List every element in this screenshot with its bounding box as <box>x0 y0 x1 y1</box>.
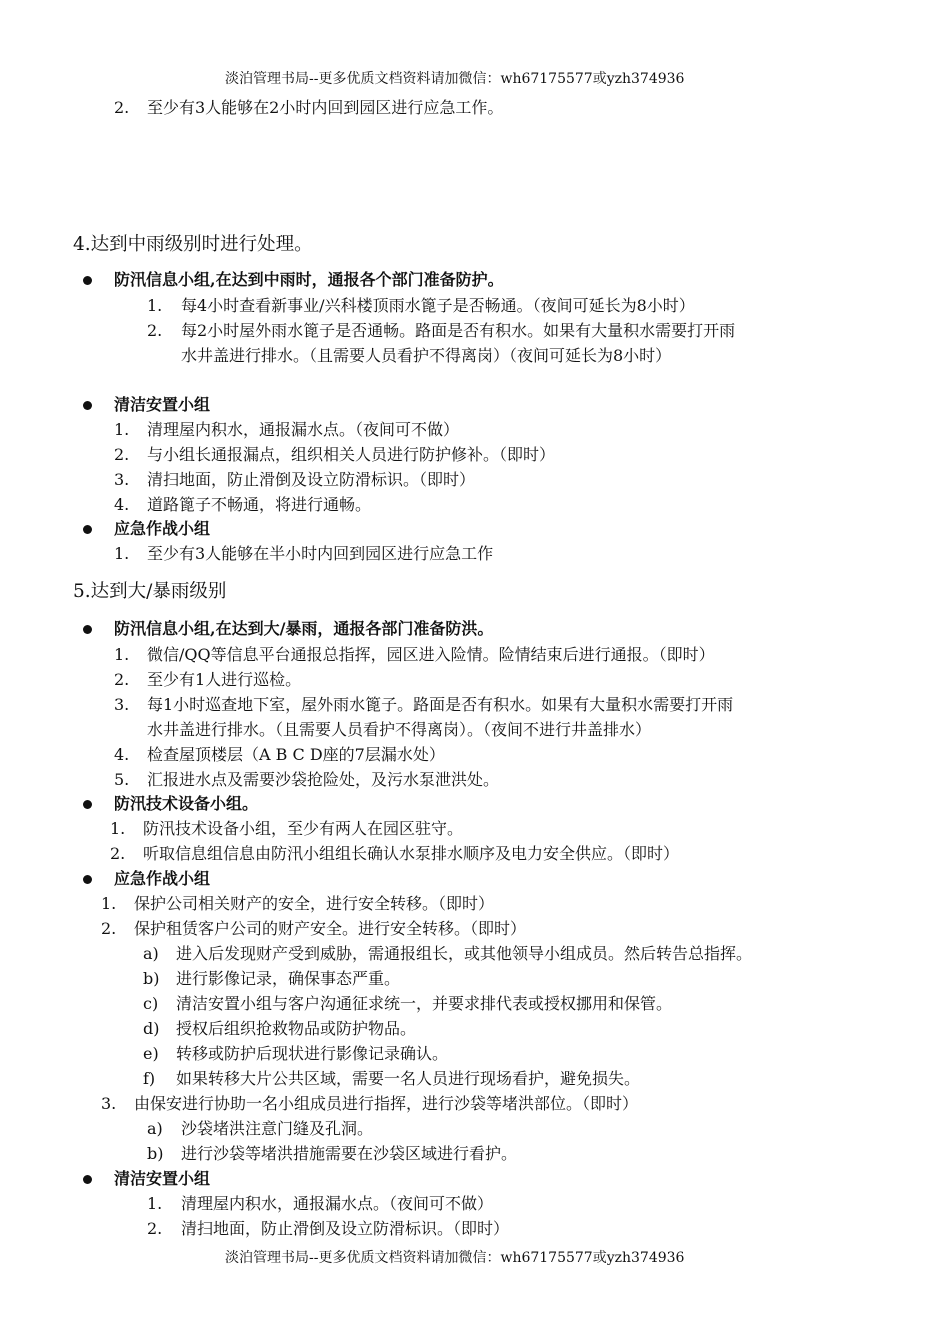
list-item-text-cont: 水井盖进行排水。（且需要人员看护不得离岗）。（夜间不进行井盖排水） <box>147 720 652 739</box>
list-number: 1. <box>147 296 163 315</box>
sub-item-letter: a) <box>143 944 159 963</box>
page-header: 淡泊管理书局--更多优质文档资料请加微信：wh67175577或yzh374936 <box>225 71 685 87</box>
list-item-text: 清扫地面，防止滑倒及设立防滑标识。（即时） <box>181 1219 510 1238</box>
list-number: 2. <box>114 98 130 117</box>
list-number: 2. <box>110 844 126 863</box>
list-item-text: 检查屋顶楼层（A B C D座的7层漏水处） <box>147 745 445 764</box>
list-number: 1. <box>114 544 130 563</box>
section-4-title: 4.达到中雨级别时进行处理。 <box>73 234 313 255</box>
list-item-text: 清扫地面，防止滑倒及设立防滑标识。（即时） <box>147 470 476 489</box>
list-item-text-cont: 水井盖进行排水。（且需要人员看护不得离岗）（夜间可延长为8小时） <box>181 346 672 365</box>
sub-item-letter: d) <box>143 1019 160 1038</box>
list-item-text: 清理屋内积水，通报漏水点。（夜间可不做） <box>181 1194 494 1213</box>
bullet-dot-icon <box>83 625 92 634</box>
sub-item-text: 进行沙袋等堵洪措施需要在沙袋区域进行看护。 <box>181 1144 518 1163</box>
group-title: 防汛信息小组,在达到大/暴雨，通报各部门准备防洪。 <box>114 619 494 638</box>
list-number: 1. <box>114 645 130 664</box>
sub-item-letter: b) <box>143 969 160 988</box>
list-number: 3. <box>114 695 130 714</box>
list-number: 4. <box>114 745 130 764</box>
list-item-text: 防汛技术设备小组，至少有两人在园区驻守。 <box>143 819 464 838</box>
list-number: 1. <box>110 819 126 838</box>
bullet-dot-icon <box>83 1175 92 1184</box>
bullet-dot-icon <box>83 800 92 809</box>
page-footer: 淡泊管理书局--更多优质文档资料请加微信：wh67175577或yzh374936 <box>225 1250 685 1266</box>
list-item-text: 由保安进行协助一名小组成员进行指挥，进行沙袋等堵洪部位。（即时） <box>134 1094 639 1113</box>
list-number: 2. <box>101 919 117 938</box>
list-item-text: 每1小时巡查地下室，屋外雨水篦子。路面是否有积水。如果有大量积水需要打开雨 <box>147 695 734 714</box>
sub-item-letter: c) <box>143 994 159 1013</box>
group-title: 防汛信息小组,在达到中雨时，通报各个部门准备防护。 <box>114 270 504 289</box>
sub-item-text: 授权后组织抢救物品或防护物品。 <box>176 1019 417 1038</box>
list-item-text: 至少有3人能够在2小时内回到园区进行应急工作。 <box>147 98 504 117</box>
list-number: 2. <box>147 1219 163 1238</box>
sub-item-letter: b) <box>147 1144 164 1163</box>
list-number: 3. <box>114 470 130 489</box>
group-title: 应急作战小组 <box>114 869 211 888</box>
list-item-text: 至少有3人能够在半小时内回到园区进行应急工作 <box>147 544 494 563</box>
list-item-text: 听取信息组信息由防汛小组组长确认水泵排水顺序及电力安全供应。（即时） <box>143 844 680 863</box>
group-title: 清洁安置小组 <box>114 1169 211 1188</box>
group-title: 防汛技术设备小组。 <box>114 794 259 813</box>
list-number: 2. <box>114 445 130 464</box>
sub-item-letter: e) <box>143 1044 159 1063</box>
list-number: 2. <box>114 670 130 689</box>
sub-item-letter: a) <box>147 1119 163 1138</box>
sub-item-text: 转移或防护后现状进行影像记录确认。 <box>176 1044 449 1063</box>
sub-item-text: 沙袋堵洪注意门缝及孔洞。 <box>181 1119 374 1138</box>
list-item-text: 与小组长通报漏点，组织相关人员进行防护修补。（即时） <box>147 445 556 464</box>
sub-item-text: 如果转移大片公共区域，需要一名人员进行现场看护，避免损失。 <box>176 1069 641 1088</box>
bullet-dot-icon <box>83 401 92 410</box>
section-5-title: 5.达到大/暴雨级别 <box>73 581 227 602</box>
list-number: 1. <box>147 1194 163 1213</box>
list-number: 1. <box>114 420 130 439</box>
sub-item-text: 清洁安置小组与客户沟通征求统一，并要求排代表或授权挪用和保管。 <box>176 994 673 1013</box>
list-number: 3. <box>101 1094 117 1113</box>
group-title: 应急作战小组 <box>114 519 211 538</box>
bullet-dot-icon <box>83 525 92 534</box>
group-title: 清洁安置小组 <box>114 395 211 414</box>
list-number: 1. <box>101 894 117 913</box>
list-item-text: 保护公司相关财产的安全，进行安全转移。（即时） <box>134 894 495 913</box>
list-item-text: 道路篦子不畅通，将进行通畅。 <box>147 495 372 514</box>
bullet-dot-icon <box>83 875 92 884</box>
bullet-dot-icon <box>83 276 92 285</box>
list-item-text: 清理屋内积水，通报漏水点。（夜间可不做） <box>147 420 460 439</box>
list-number: 5. <box>114 770 130 789</box>
sub-item-text: 进入后发现财产受到威胁，需通报组长，或其他领导小组成员。然后转告总指挥。 <box>176 944 753 963</box>
list-number: 4. <box>114 495 130 514</box>
list-item-text: 每2小时屋外雨水篦子是否通畅。路面是否有积水。如果有大量积水需要打开雨 <box>181 321 736 340</box>
sub-item-text: 进行影像记录，确保事态严重。 <box>176 969 401 988</box>
list-item-text: 汇报进水点及需要沙袋抢险处，及污水泵泄洪处。 <box>147 770 500 789</box>
list-item-text: 保护租赁客户公司的财产安全。进行安全转移。（即时） <box>134 919 527 938</box>
list-item-text: 每4小时查看新事业/兴科楼顶雨水篦子是否畅通。（夜间可延长为8小时） <box>181 296 695 315</box>
list-item-text: 微信/QQ等信息平台通报总指挥，园区进入险情。险情结束后进行通报。（即时） <box>147 645 715 664</box>
list-number: 2. <box>147 321 163 340</box>
sub-item-letter: f) <box>143 1069 156 1088</box>
list-item-text: 至少有1人进行巡检。 <box>147 670 302 689</box>
